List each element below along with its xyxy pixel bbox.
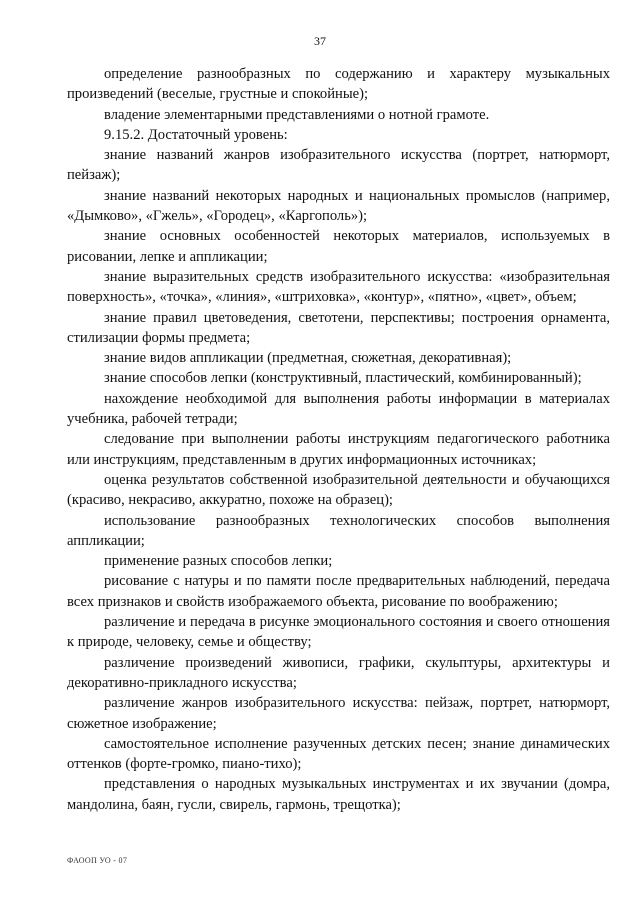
paragraph: различение жанров изобразительного искусства: пейзаж, портрет, натюрморт, сюжетное изображение; [67,695,610,732]
paragraph: различение произведений живописи, графики, скульптуры, архитектуры и декоративно-прикладного искусства; [67,654,610,691]
paragraph: знание названий жанров изобразительного искусства (портрет, натюрморт, пейзаж); [67,147,610,184]
section-heading: 9.15.2. Достаточный уровень: [104,126,288,143]
paragraph: нахождение необходимой для выполнения работы информации в материалах учебника, рабочей тетради; [67,390,610,428]
paragraph: знание названий некоторых народных и национальных промыслов (например, «Дымково», «Гжель», «Городец», «Каргополь»); [67,187,610,225]
paragraph: представления о народных музыкальных инструментах и их звучании (домра, мандолина, баян, гусли, свирель, гармонь, трещотка); [67,776,610,813]
page-number: 37 [314,34,326,48]
paragraph: знание основных особенностей некоторых материалов, используемых в рисовании, лепке и аппликации; [67,228,610,265]
paragraph: владение элементарными представлениями о нотной грамоте. [104,106,490,123]
paragraph: различение и передача в рисунке эмоционального состояния и своего отношения к природе, человеку, семье и обществу; [67,614,610,651]
paragraph: самостоятельное исполнение разученных детских песен; знание динамических оттенков (форте-громко, пиано-тихо); [67,735,610,773]
document-body [67,64,610,815]
paragraph: знание выразительных средств изобразительного искусства: «изобразительная поверхность», «точка», «линия», «штриховка», «контур», «пятно», «цвет», объем; [67,268,610,306]
paragraph: определение разнообразных по содержанию и характеру музыкальных произведений (веселые, грустные и спокойные); [67,66,610,103]
paragraph: оценка результатов собственной изобразительной деятельности и обучающихся (красиво, некрасиво, аккуратно, похоже на образец); [67,471,610,509]
paragraph: знание видов аппликации (предметная, сюжетная, декоративная); [104,350,512,367]
paragraph: применение разных способов лепки; [104,553,333,570]
paragraph: рисование с натуры и по памяти после предварительных наблюдений, передача всех признаков и свойств изображаемого объекта, рисование по воображению; [67,573,610,610]
paragraph: следование при выполнении работы инструкциям педагогического работника или инструкциям, представленным в других информационных источниках; [67,431,610,468]
paragraph: знание способов лепки (конструктивный, пластический, комбинированный); [104,370,582,387]
document-code-footer: ФАООП УО - 07 [67,856,128,865]
paragraph: знание правил цветоведения, светотени, перспективы; построения орнамента, стилизации формы предмета; [67,309,610,346]
paragraph: использование разнообразных технологических способов выполнения аппликации; [67,512,610,549]
